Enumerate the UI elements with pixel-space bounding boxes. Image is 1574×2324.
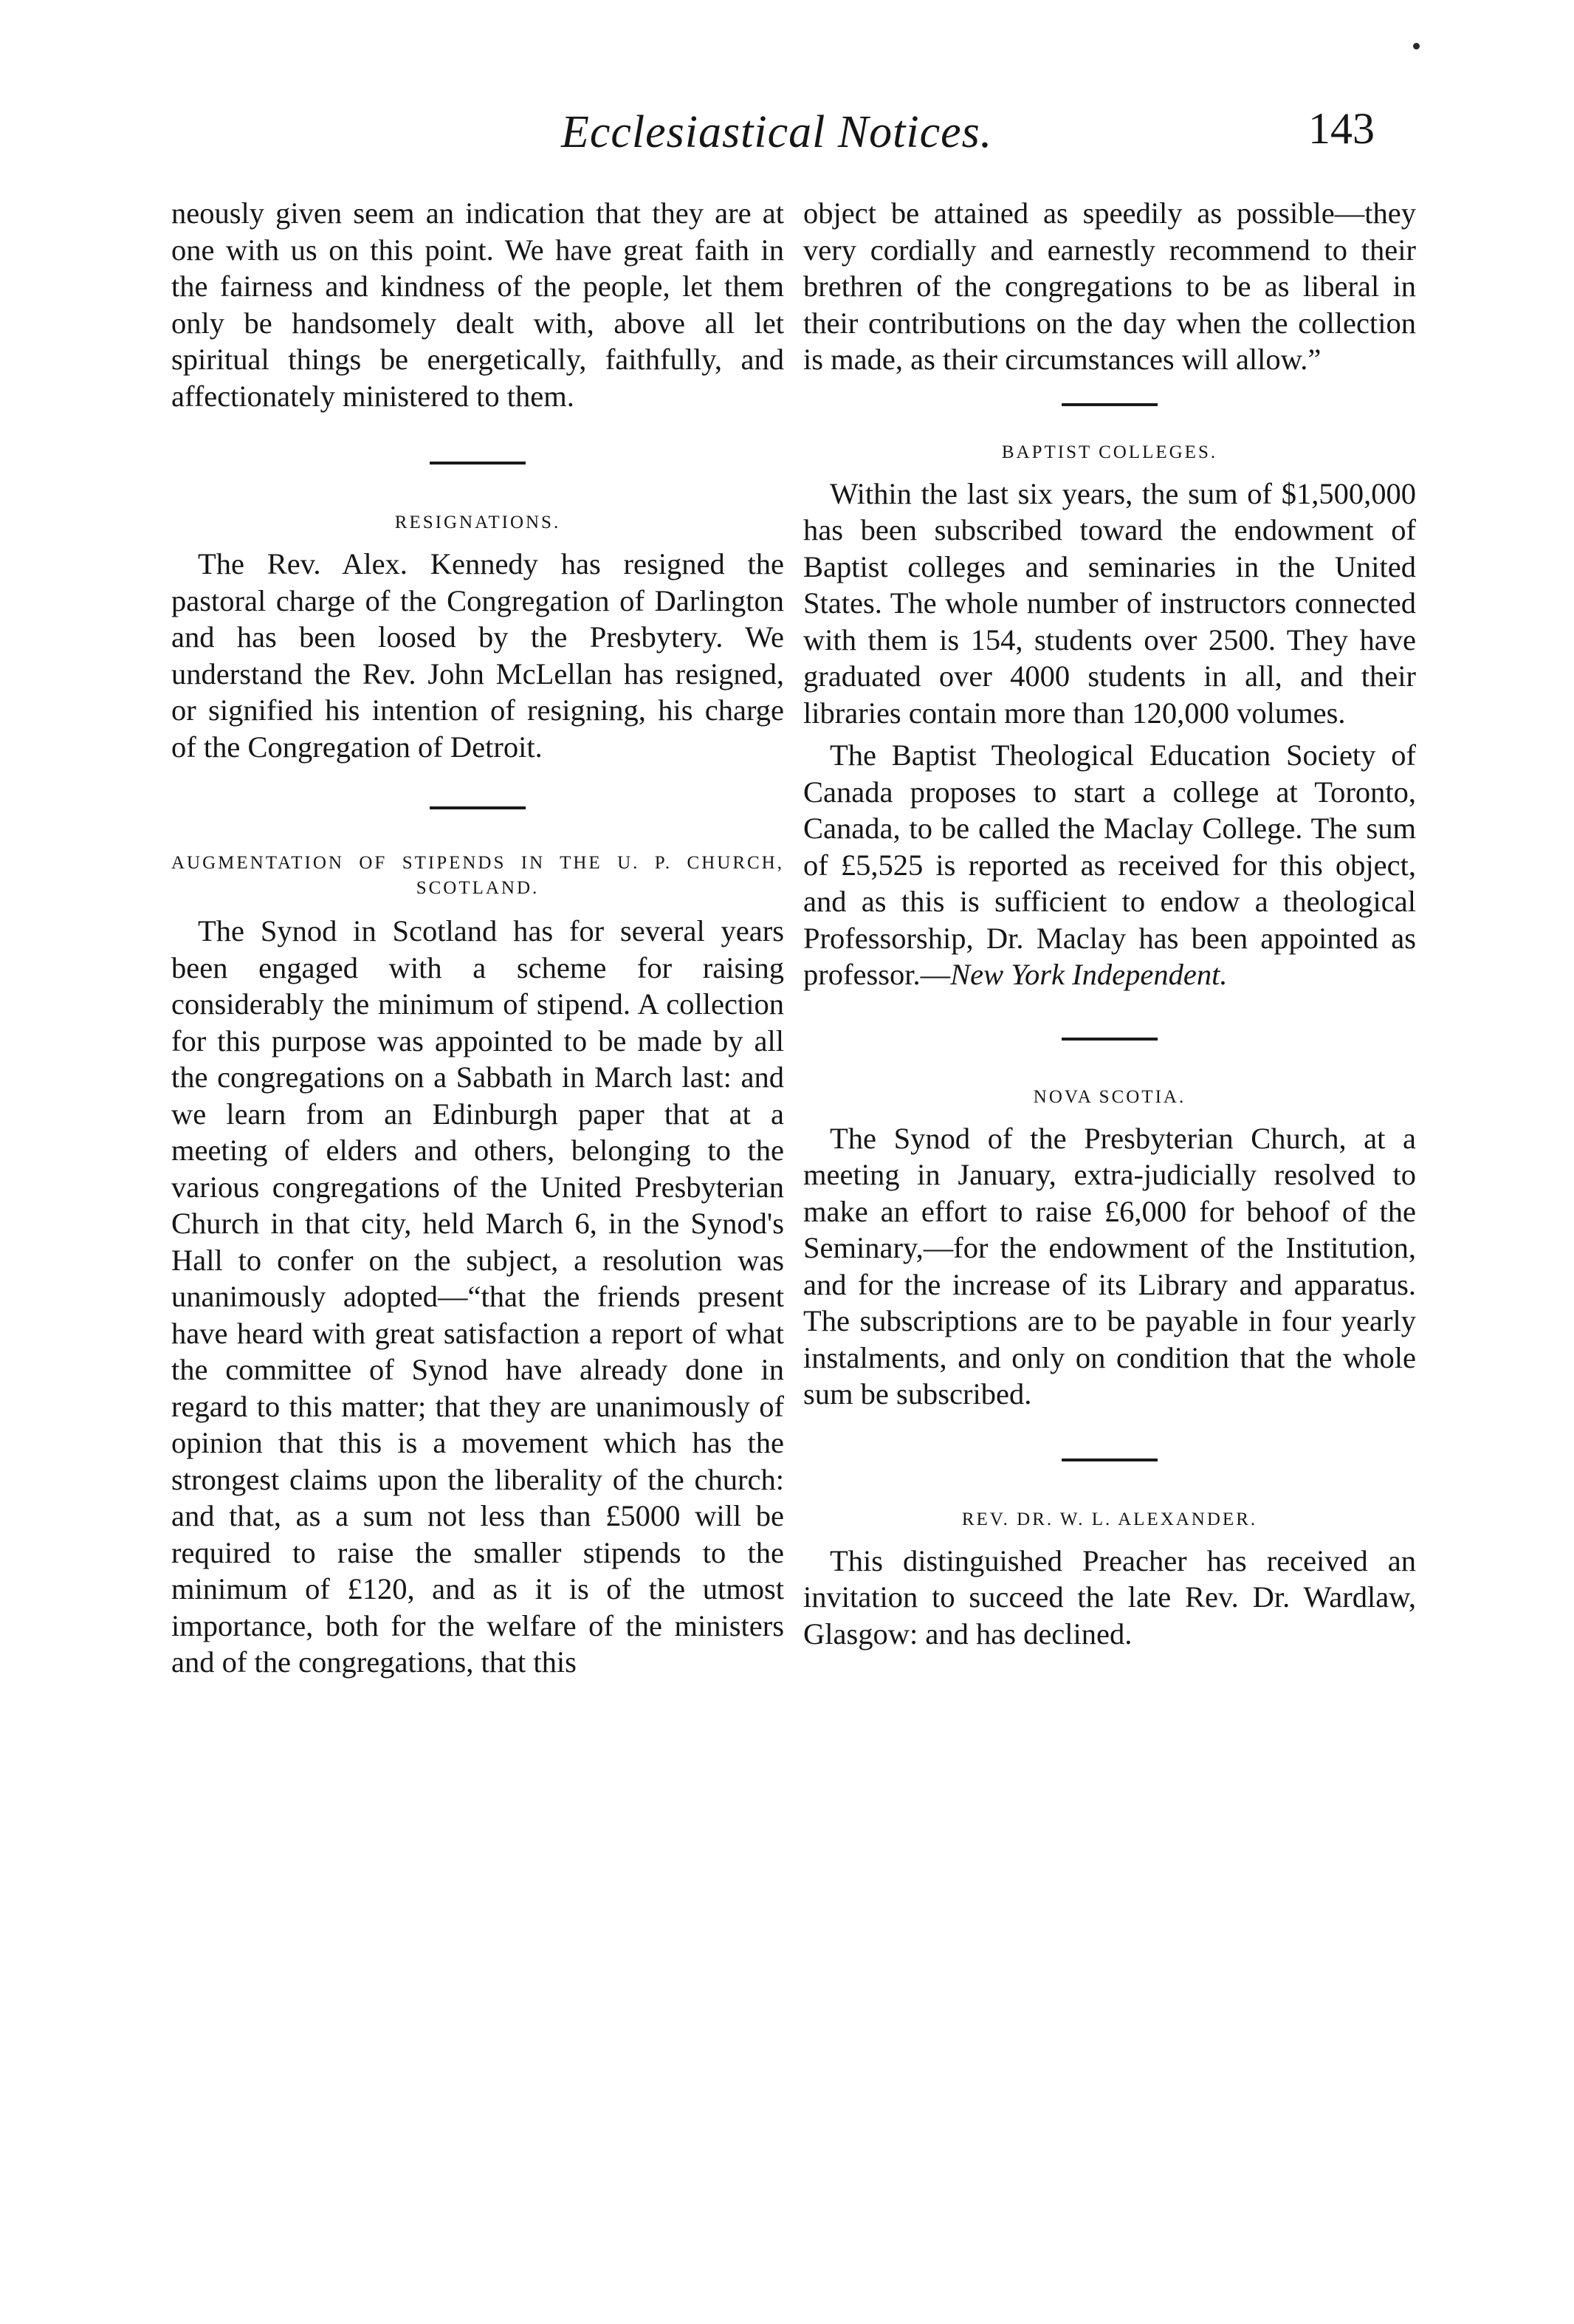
resignations-body: The Rev. Alex. Kennedy has resigned the pastoral charge of the Congregation of Darlington and has been loosed by the Presbytery. We understand the Rev. John McLellan has resigned, or signified his intention of resigning, his charge of the Congregation of Detroit. [171, 547, 784, 764]
right-column [803, 195, 1416, 1652]
alexander-heading: REV. DR. W. L. ALEXANDER. [961, 1509, 1258, 1529]
nova-scotia-heading: NOVA SCOTIA. [1033, 1086, 1186, 1107]
resignations-heading: RESIGNATIONS. [394, 513, 561, 532]
source-reference: New York Independent. [950, 958, 1228, 991]
augmentation-continued: object be attained as speedily as possible—they very cordially and earnestly recommend to their brethren of the congregations to be as liberal in their contributions on the day when the collection is made, as their circumstances will allow.” [803, 196, 1416, 376]
page-number: 143 [1308, 104, 1375, 153]
intro-paragraph: neously given seem an indication that they are at one with us on this point. We have great faith in the fairness and kindness of the people, let them only be handsomely dealt with, above all let spiritual things be energetically, faithfully, and affectionately ministered to them. [171, 196, 784, 413]
baptist-colleges-heading: BAPTIST COLLEGES. [1001, 442, 1218, 462]
baptist-colleges-body-2-text: The Baptist Theological Education Society of Canada proposes to start a college at Toronto, Canada, to be called the Maclay College. The sum of £5,525 is reported as received for this object, and as this is sufficient to endow a theological Professorship, Dr. Maclay has been appointed as professor.— [803, 738, 1416, 991]
baptist-colleges-body-2 [803, 737, 1416, 993]
augmentation-heading: AUGMENTATION OF STIPENDS IN THE U. P. CHURCH, SCOTLAND. [171, 853, 784, 898]
running-title: Ecclesiastical Notices. [561, 107, 993, 157]
page-header [0, 103, 1574, 177]
alexander-body: This distinguished Preacher has received an invitation to succeed the late Rev. Dr. Wardlaw, Glasgow: and has declined. [803, 1543, 1416, 1651]
print-speck [1413, 43, 1420, 49]
left-column [171, 195, 784, 1681]
nova-scotia-body: The Synod of the Presbyterian Church, at a meeting in January, extra-judicially resolved to make an effort to raise £6,000 for behoof of the Seminary,—for the endowment of the Institution, and for the increase of its Library and apparatus. The subscriptions are to be payable in four yearly instalments, and only on condition that the whole sum be subscribed. [803, 1121, 1416, 1410]
baptist-colleges-body-1: Within the last six years, the sum of $1,500,000 has been subscribed toward the endowment of Baptist colleges and seminaries in the United States. The whole number of instructors connected with them is 154, students over 2500. They have graduated over 4000 students in all, and their libraries contain more than 120,000 volumes. [803, 476, 1416, 730]
augmentation-body: The Synod in Scotland has for several years been engaged with a scheme for raising considerably the minimum of stipend. A collection for this purpose was appointed to be made by all the congregations on a Sabbath in March last: and we learn from an Edinburgh paper that at a meeting of elders and others, belonging to the various congregations of the United Presbyterian Church in that city, held March 6, in the Synod's Hall to confer on the subject, a resolution was unanimously adopted—“that the friends present have heard with great satisfaction a report of what the committee of Synod have already done in regard to this matter; that they are unanimously of opinion that this is a movement which has the strongest claims upon the liberality of the church: and that, as a sum not less than £5000 will be required to raise the smaller stipends to the minimum of £120, and as it is of the utmost importance, both for the welfare of the ministers and of the congregations, that this [171, 914, 784, 1679]
